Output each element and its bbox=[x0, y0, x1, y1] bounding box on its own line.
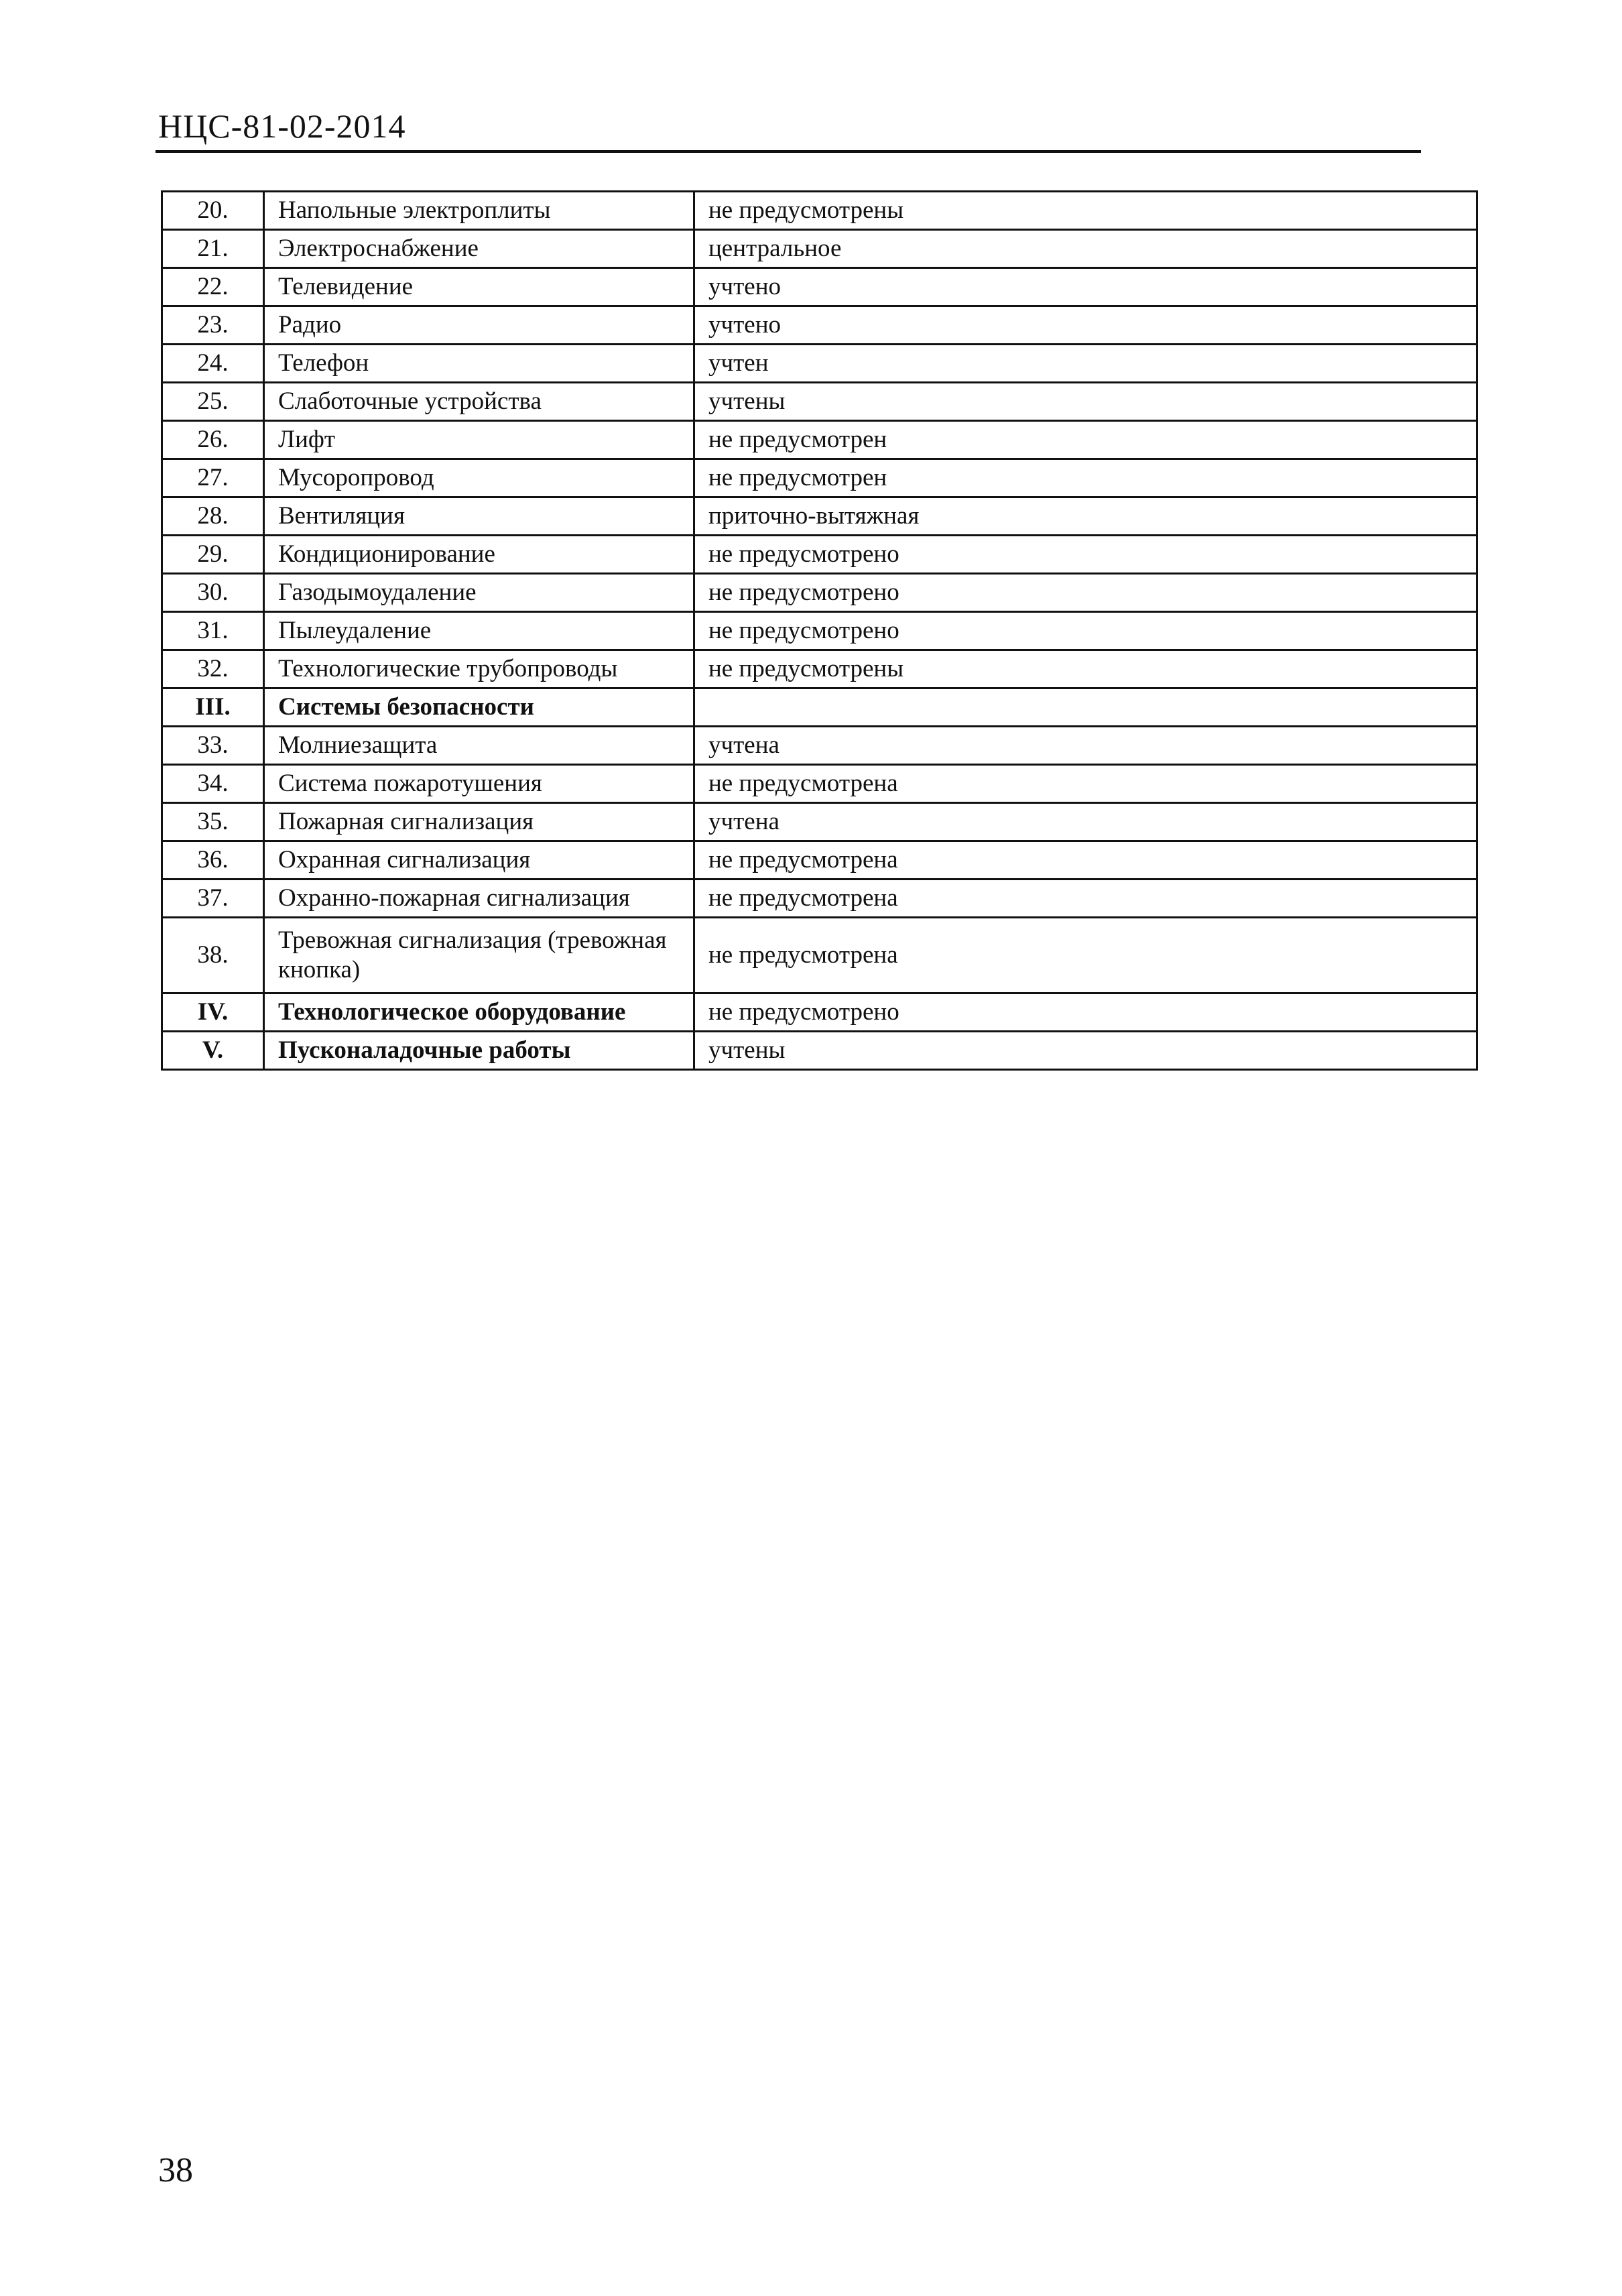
row-value: учтены bbox=[694, 383, 1477, 421]
specification-table bbox=[161, 190, 1478, 1071]
table-row bbox=[162, 536, 1477, 574]
row-number: 30. bbox=[162, 574, 264, 612]
row-name: Тревожная сигнализация (тревожная кнопка) bbox=[264, 918, 694, 993]
row-value: центральное bbox=[694, 230, 1477, 268]
header-divider bbox=[155, 150, 1421, 153]
table-row bbox=[162, 306, 1477, 345]
row-name: Охранно-пожарная сигнализация bbox=[264, 880, 694, 918]
row-number: 22. bbox=[162, 268, 264, 306]
row-number: 27. bbox=[162, 459, 264, 497]
row-value: не предусмотрена bbox=[694, 880, 1477, 918]
row-number: 35. bbox=[162, 803, 264, 841]
table-row bbox=[162, 727, 1477, 765]
row-number: 32. bbox=[162, 650, 264, 688]
row-name: Слаботочные устройства bbox=[264, 383, 694, 421]
row-name: Охранная сигнализация bbox=[264, 841, 694, 880]
row-number: 21. bbox=[162, 230, 264, 268]
row-value: не предусмотрены bbox=[694, 192, 1477, 230]
row-value: учтен bbox=[694, 345, 1477, 383]
row-value: не предусмотрен bbox=[694, 459, 1477, 497]
row-value: не предусмотрено bbox=[694, 612, 1477, 650]
row-name: Лифт bbox=[264, 421, 694, 459]
row-name: Мусоропровод bbox=[264, 459, 694, 497]
section-title: Технологическое оборудование bbox=[264, 993, 694, 1032]
row-name: Напольные электроплиты bbox=[264, 192, 694, 230]
row-number: 28. bbox=[162, 497, 264, 536]
row-name: Радио bbox=[264, 306, 694, 345]
row-name: Вентиляция bbox=[264, 497, 694, 536]
section-row bbox=[162, 1032, 1477, 1070]
row-number: 34. bbox=[162, 765, 264, 803]
table-row bbox=[162, 192, 1477, 230]
row-name: Пожарная сигнализация bbox=[264, 803, 694, 841]
table-row bbox=[162, 421, 1477, 459]
table-row bbox=[162, 918, 1477, 993]
row-number: 37. bbox=[162, 880, 264, 918]
table-row bbox=[162, 650, 1477, 688]
row-name: Технологические трубопроводы bbox=[264, 650, 694, 688]
row-value: учтено bbox=[694, 306, 1477, 345]
section-value: не предусмотрено bbox=[694, 993, 1477, 1032]
row-number: 33. bbox=[162, 727, 264, 765]
table-row bbox=[162, 383, 1477, 421]
table-row bbox=[162, 230, 1477, 268]
row-number: 26. bbox=[162, 421, 264, 459]
table-row bbox=[162, 497, 1477, 536]
row-number: 23. bbox=[162, 306, 264, 345]
row-number: 29. bbox=[162, 536, 264, 574]
section-title: Системы безопасности bbox=[264, 688, 694, 727]
table-row bbox=[162, 345, 1477, 383]
page-number: 38 bbox=[158, 2151, 193, 2189]
table-row bbox=[162, 765, 1477, 803]
row-name: Система пожаротушения bbox=[264, 765, 694, 803]
row-name: Кондиционирование bbox=[264, 536, 694, 574]
section-number: V. bbox=[162, 1032, 264, 1070]
row-name: Телевидение bbox=[264, 268, 694, 306]
row-value: учтено bbox=[694, 268, 1477, 306]
row-value: учтена bbox=[694, 803, 1477, 841]
table-row bbox=[162, 841, 1477, 880]
row-number: 38. bbox=[162, 918, 264, 993]
row-value: учтена bbox=[694, 727, 1477, 765]
section-title: Пусконаладочные работы bbox=[264, 1032, 694, 1070]
row-name: Молниезащита bbox=[264, 727, 694, 765]
section-value: учтены bbox=[694, 1032, 1477, 1070]
row-number: 20. bbox=[162, 192, 264, 230]
row-number: 31. bbox=[162, 612, 264, 650]
table-row bbox=[162, 612, 1477, 650]
row-name: Электроснабжение bbox=[264, 230, 694, 268]
row-number: 36. bbox=[162, 841, 264, 880]
row-value: приточно-вытяжная bbox=[694, 497, 1477, 536]
row-number: 25. bbox=[162, 383, 264, 421]
row-name: Пылеудаление bbox=[264, 612, 694, 650]
row-value: не предусмотрена bbox=[694, 765, 1477, 803]
table-row bbox=[162, 268, 1477, 306]
row-value: не предусмотрено bbox=[694, 536, 1477, 574]
row-value: не предусмотрено bbox=[694, 574, 1477, 612]
table-row bbox=[162, 803, 1477, 841]
table-row bbox=[162, 880, 1477, 918]
document-code: НЦС-81-02-2014 bbox=[158, 107, 406, 145]
section-number: III. bbox=[162, 688, 264, 727]
row-value: не предусмотрен bbox=[694, 421, 1477, 459]
row-name: Газодымоудаление bbox=[264, 574, 694, 612]
row-value: не предусмотрена bbox=[694, 841, 1477, 880]
section-row bbox=[162, 993, 1477, 1032]
section-row bbox=[162, 688, 1477, 727]
table-row bbox=[162, 459, 1477, 497]
row-name: Телефон bbox=[264, 345, 694, 383]
row-value: не предусмотрены bbox=[694, 650, 1477, 688]
row-value: не предусмотрена bbox=[694, 918, 1477, 993]
table-row bbox=[162, 574, 1477, 612]
section-number: IV. bbox=[162, 993, 264, 1032]
row-number: 24. bbox=[162, 345, 264, 383]
section-value bbox=[694, 688, 1477, 727]
